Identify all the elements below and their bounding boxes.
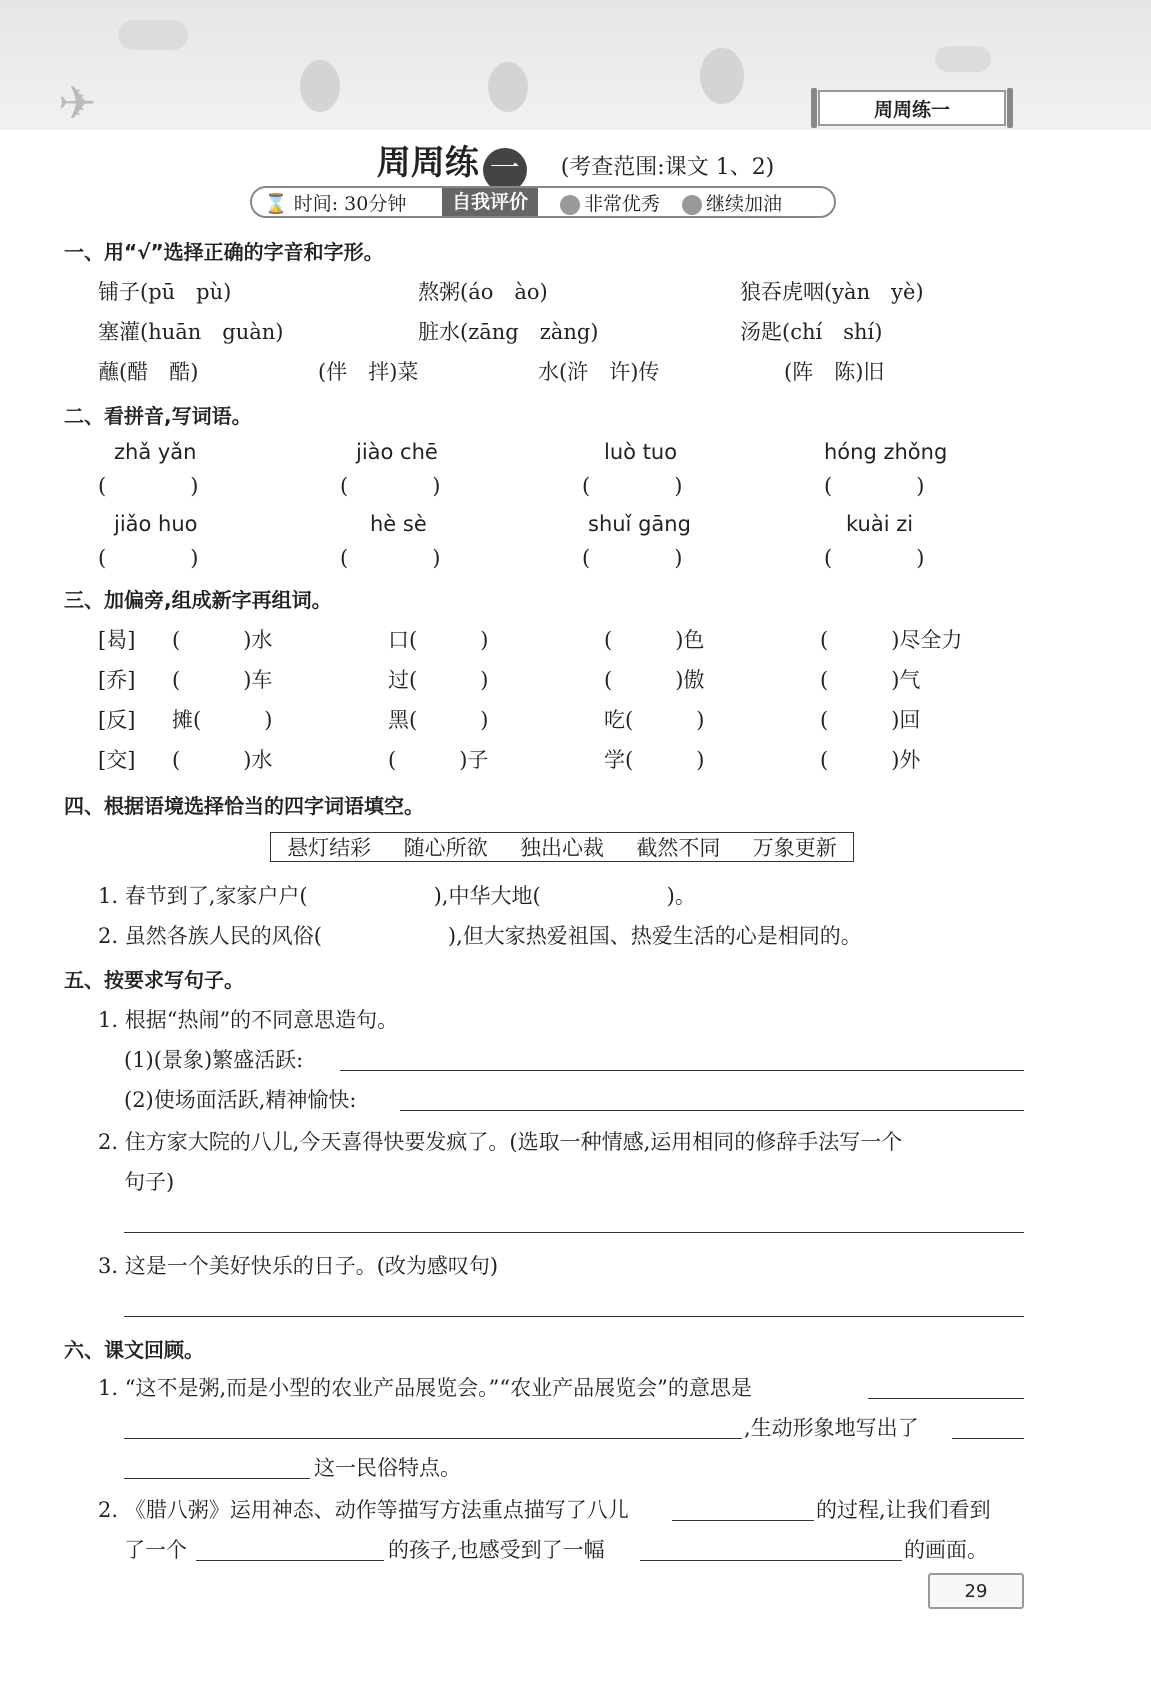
answer-line[interactable] [196, 1560, 384, 1561]
s5-question-1a: (1)(景象)繁盛活跃: [124, 1048, 304, 1072]
radical-base: [乔] [98, 668, 136, 692]
pinyin-prompt: luò tuo [604, 440, 678, 464]
answer-blank[interactable]: ( ) [582, 474, 683, 498]
s5-question-1b: (2)使场面活跃,精神愉快: [124, 1088, 357, 1112]
balloon-decoration [488, 62, 528, 112]
answer-line[interactable] [400, 1110, 1024, 1111]
radical-blank[interactable]: ( )水 [172, 748, 273, 772]
title-scope: (考查范围:课文 1、2) [560, 155, 775, 180]
s1-item[interactable]: (阵 陈)旧 [784, 360, 885, 384]
eval-option-text: 继续加油 [706, 192, 783, 215]
title-number-badge: 一 [483, 148, 527, 192]
eval-option-excellent[interactable] [560, 189, 660, 216]
pinyin-prompt: zhǎ yǎn [114, 440, 197, 464]
word-option[interactable]: 独出心裁 [519, 836, 604, 860]
s1-item[interactable]: 狼吞虎咽(yàn yè) [740, 280, 924, 304]
word-option[interactable]: 随心所欲 [403, 836, 488, 860]
answer-line[interactable] [868, 1398, 1024, 1399]
answer-blank[interactable]: ( ) [824, 474, 925, 498]
s1-item[interactable]: 汤匙(chí shí) [740, 320, 883, 344]
answer-blank[interactable]: ( ) [340, 546, 441, 570]
week-tab [818, 90, 1006, 126]
s6-question-1-cont: ,生动形象地写出了 [744, 1416, 919, 1440]
radical-blank[interactable]: 学( ) [604, 748, 705, 772]
radical-blank[interactable]: 吃( ) [604, 708, 705, 732]
pinyin-prompt: shuǐ gāng [588, 512, 691, 536]
eval-option-text: 非常优秀 [584, 192, 661, 215]
radical-blank[interactable]: ( )气 [820, 668, 921, 692]
answer-line[interactable] [672, 1520, 814, 1521]
answer-blank[interactable]: ( ) [98, 546, 199, 570]
time-text: 时间: 30分钟 [293, 192, 407, 215]
star-icon [560, 195, 580, 215]
answer-blank[interactable]: ( ) [340, 474, 441, 498]
title-main: 周周练 [376, 143, 479, 183]
s6-question-2-end: 的画面。 [904, 1538, 988, 1562]
radical-base: [反] [98, 708, 136, 732]
time-label [252, 189, 442, 216]
s1-item[interactable]: 熬粥(áo ào) [418, 280, 548, 304]
answer-line[interactable] [640, 1560, 902, 1561]
s6-question-2-cont: 的过程,让我们看到 [816, 1498, 991, 1522]
s5-question-2-cont: 句子) [124, 1170, 175, 1194]
pinyin-prompt: jiào chē [356, 440, 438, 464]
radical-blank[interactable]: ( )子 [388, 748, 489, 772]
radical-blank[interactable]: ( )傲 [604, 668, 705, 692]
section-1-heading: 一、用“√”选择正确的字音和字形。 [64, 240, 384, 264]
answer-blank[interactable]: ( ) [824, 546, 925, 570]
s4-question-2[interactable]: 2. 虽然各族人民的风俗( ),但大家热爱祖国、热爱生活的心是相同的。 [98, 924, 862, 948]
pinyin-prompt: jiǎo huo [114, 512, 198, 536]
radical-blank[interactable]: ( )尽全力 [820, 628, 963, 652]
word-option[interactable]: 万象更新 [752, 836, 837, 860]
s6-question-2-mid: 的孩子,也感受到了一幅 [388, 1538, 605, 1562]
cloud-decoration [935, 46, 991, 72]
answer-line[interactable] [124, 1316, 1024, 1317]
s6-question-1: 1. “这不是粥,而是小型的农业产品展览会。”“农业产品展览会”的意思是 [98, 1376, 752, 1400]
s4-question-1[interactable]: 1. 春节到了,家家户户( ),中华大地( )。 [98, 884, 696, 908]
s1-item[interactable]: 铺子(pū pù) [98, 280, 232, 304]
answer-blank[interactable]: ( ) [582, 546, 683, 570]
answer-line[interactable] [124, 1478, 310, 1479]
s1-item[interactable]: 蘸(醋 酷) [98, 360, 199, 384]
word-option[interactable]: 悬灯结彩 [287, 836, 372, 860]
radical-blank[interactable]: ( )色 [604, 628, 705, 652]
star-icon [682, 195, 702, 215]
airplane-icon: ✈ [58, 76, 97, 130]
s1-item[interactable]: 水(浒 许)传 [538, 360, 660, 384]
cloud-decoration [118, 20, 188, 50]
answer-blank[interactable]: ( ) [98, 474, 199, 498]
section-2-heading: 二、看拼音,写词语。 [64, 404, 252, 428]
pinyin-prompt: hè sè [370, 512, 427, 536]
radical-blank[interactable]: ( )水 [172, 628, 273, 652]
s1-item[interactable]: 脏水(zāng zàng) [418, 320, 599, 344]
pinyin-prompt: hóng zhǒng [824, 440, 948, 464]
word-option[interactable]: 截然不同 [636, 836, 721, 860]
radical-blank[interactable]: 过( ) [388, 668, 489, 692]
radical-blank[interactable]: ( )外 [820, 748, 921, 772]
radical-base: [交] [98, 748, 136, 772]
answer-line[interactable] [340, 1070, 1024, 1071]
radical-base: [曷] [98, 628, 136, 652]
answer-line[interactable] [124, 1232, 1024, 1233]
s5-question-2: 2. 住方家大院的八儿,今天喜得快要发疯了。(选取一种情感,运用相同的修辞手法写一个 [98, 1130, 903, 1154]
s6-question-2-line2: 了一个 [124, 1538, 187, 1562]
s6-question-2: 2. 《腊八粥》运用神态、动作等描写方法重点描写了八儿 [98, 1498, 629, 1522]
self-eval-label: 自我评价 [442, 188, 538, 216]
radical-blank[interactable]: ( )回 [820, 708, 921, 732]
eval-bar [250, 186, 836, 218]
s1-item[interactable]: 塞灌(huān guàn) [98, 320, 284, 344]
answer-line[interactable] [124, 1438, 742, 1439]
balloon-decoration [300, 60, 340, 112]
pinyin-prompt: kuài zi [846, 512, 914, 536]
s5-question-1: 1. 根据“热闹”的不同意思造句。 [98, 1008, 399, 1032]
page-title [0, 135, 1151, 192]
balloon-decoration [700, 48, 744, 104]
eval-option-keep-going[interactable] [682, 189, 782, 216]
section-4-heading: 四、根据语境选择恰当的四字词语填空。 [64, 794, 424, 818]
answer-line[interactable] [952, 1438, 1024, 1439]
word-bank [270, 832, 854, 862]
section-6-heading: 六、课文回顾。 [64, 1338, 204, 1362]
radical-blank[interactable]: 摊( ) [172, 708, 273, 732]
radical-blank[interactable]: ( )车 [172, 668, 273, 692]
section-3-heading: 三、加偏旁,组成新字再组词。 [64, 588, 332, 612]
page-number-text: 29 [964, 1580, 988, 1602]
radical-blank[interactable]: 黑( ) [388, 708, 489, 732]
s1-item[interactable]: (伴 拌)菜 [318, 360, 419, 384]
tab-label: 周周练一 [873, 98, 950, 121]
radical-blank[interactable]: 口( ) [388, 628, 489, 652]
hourglass-icon: ⌛ [264, 192, 288, 215]
s6-question-1-end: 这一民俗特点。 [314, 1456, 461, 1480]
page-number [928, 1573, 1024, 1609]
s5-question-3: 3. 这是一个美好快乐的日子。(改为感叹句) [98, 1254, 499, 1278]
section-5-heading: 五、按要求写句子。 [64, 968, 244, 992]
